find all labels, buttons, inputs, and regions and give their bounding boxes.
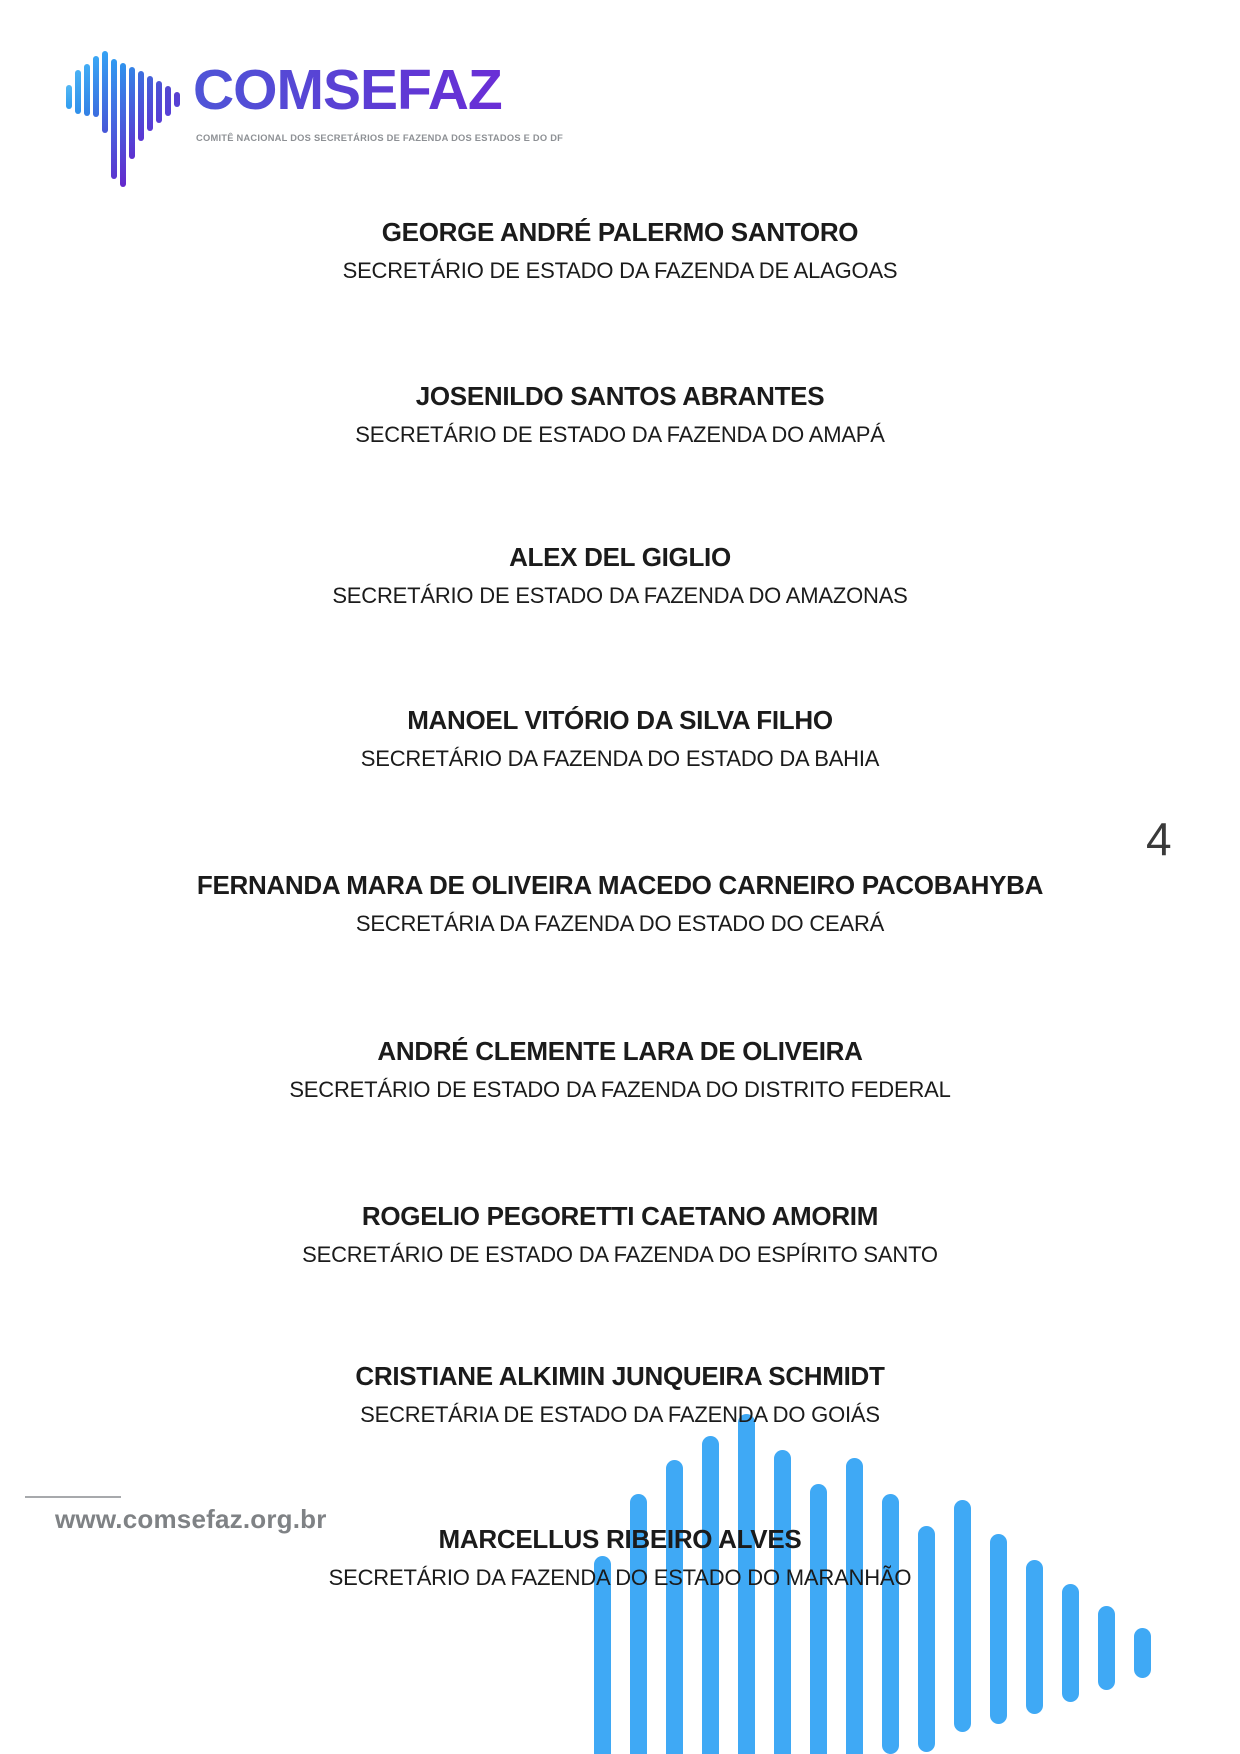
signatory-title: SECRETÁRIA DE ESTADO DA FAZENDA DO GOIÁS: [360, 1402, 880, 1427]
signatory-title: SECRETÁRIA DA FAZENDA DO ESTADO DO CEARÁ: [355, 911, 885, 936]
signatory-name: ALEX DEL GIGLIO: [509, 542, 731, 572]
signatory-entry: [0, 538, 1240, 614]
footer-website-link[interactable]: www.comsefaz.org.br: [55, 1504, 327, 1534]
signatory-entry: [0, 377, 1240, 453]
page-number: 4: [1146, 813, 1172, 865]
signatory-title: SECRETÁRIO DA FAZENDA DO ESTADO DO MARANHÃO: [328, 1565, 912, 1590]
signatory-title: SECRETÁRIO DE ESTADO DA FAZENDA DO AMAPÁ: [355, 422, 885, 447]
signatory-name: CRISTIANE ALKIMIN JUNQUEIRA SCHMIDT: [355, 1361, 885, 1391]
logo-wordmark: COMSEFAZ: [193, 58, 502, 122]
signatory-entry: [0, 213, 1240, 289]
signatory-title: SECRETÁRIO DE ESTADO DA FAZENDA DE ALAGOAS: [342, 258, 898, 283]
comsefaz-logo: [60, 40, 564, 160]
signatory-title: SECRETÁRIO DE ESTADO DA FAZENDA DO DISTRITO FEDERAL: [289, 1077, 951, 1102]
signatory-entry: [0, 1357, 1240, 1433]
footer-divider: [25, 1496, 121, 1498]
signatory-title: SECRETÁRIO DE ESTADO DA FAZENDA DO AMAZONAS: [332, 583, 908, 608]
logo-tagline: COMITÊ NACIONAL DOS SECRETÁRIOS DE FAZENDA DOS ESTADOS E DO DF: [196, 133, 564, 143]
signatory-title: SECRETÁRIO DA FAZENDA DO ESTADO DA BAHIA: [360, 746, 880, 771]
signatory-name: FERNANDA MARA DE OLIVEIRA MACEDO CARNEIRO PACOBAHYBA: [196, 870, 1044, 900]
signatory-name: GEORGE ANDRÉ PALERMO SANTORO: [381, 217, 859, 247]
signatory-entry: [0, 866, 1240, 942]
brazil-soundwave-icon: [60, 40, 185, 180]
signatory-entry: [0, 701, 1240, 777]
signatory-name: ANDRÉ CLEMENTE LARA DE OLIVEIRA: [377, 1036, 863, 1066]
signatory-entry: [0, 1032, 1240, 1108]
signatory-name: JOSENILDO SANTOS ABRANTES: [415, 381, 825, 411]
signatory-name: MARCELLUS RIBEIRO ALVES: [438, 1524, 802, 1554]
signatory-entry: [0, 1197, 1240, 1273]
signatory-name: ROGELIO PEGORETTI CAETANO AMORIM: [361, 1201, 879, 1231]
signatory-title: SECRETÁRIO DE ESTADO DA FAZENDA DO ESPÍRITO SANTO: [302, 1242, 938, 1267]
signatory-name: MANOEL VITÓRIO DA SILVA FILHO: [407, 705, 833, 735]
